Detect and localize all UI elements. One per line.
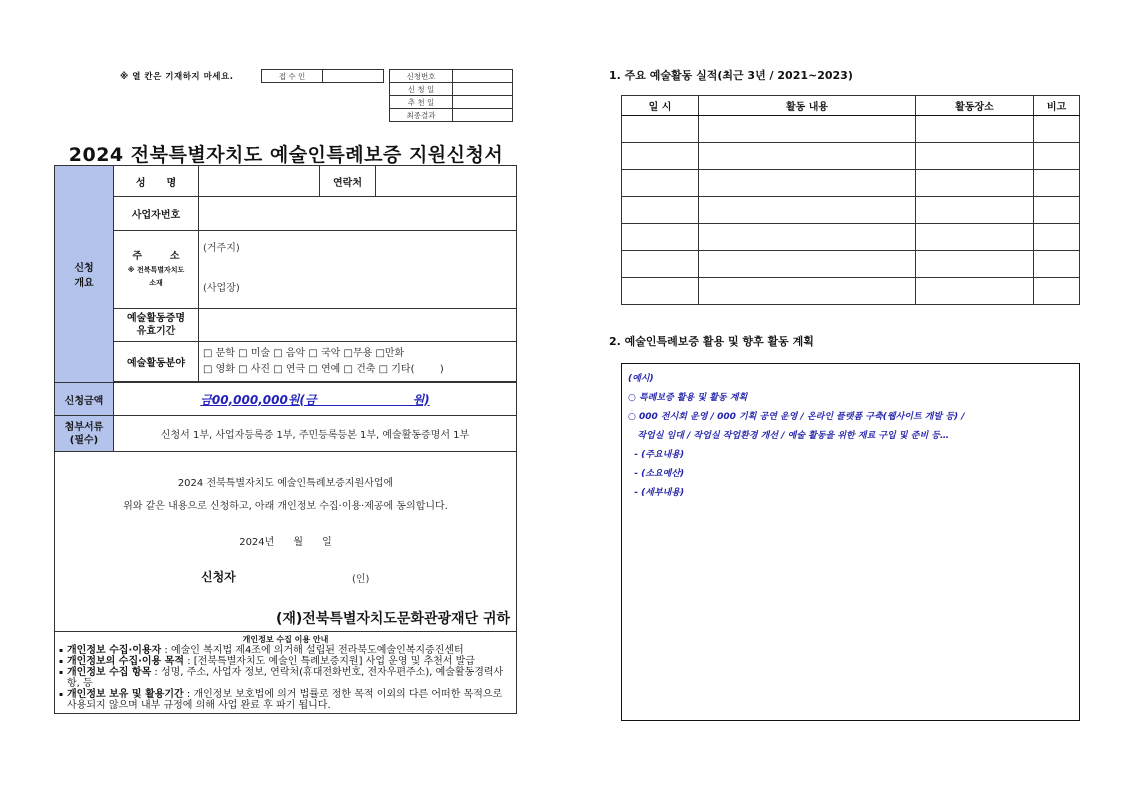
attachments-value: 신청서 1부, 사업자등록증 1부, 주민등록등본 1부, 예술활동증명서 1부	[114, 416, 517, 452]
table-row	[622, 278, 1080, 305]
plan-line: ○ 특례보증 활용 및 활동 계획	[628, 393, 748, 403]
table-row	[622, 116, 1080, 143]
address-note: ※ 전북특별자치도 소재	[127, 266, 185, 287]
table-row	[622, 197, 1080, 224]
plan-heading: 2. 예술인특례보증 활용 및 향후 활동 계획	[609, 335, 814, 348]
final-result-label: 최종결과	[390, 109, 453, 122]
plan-line: - (주요내용)	[628, 450, 685, 460]
receiver-label: 접 수 인	[262, 70, 323, 83]
privacy-item: ▪ 개인정보 수집·이용자 : 예술인 복지법 제4조에 의거해 설립된 전라북도예술인복지증진센터	[59, 645, 512, 656]
privacy-item: ▪ 개인정보 수집 항목 : 성명, 주소, 사업자 정보, 연락처(휴대전화번호, 전자우편주소), 예술활동경력사항, 등	[59, 667, 512, 689]
column-note: 비고	[1034, 96, 1080, 116]
table-row	[622, 170, 1080, 197]
recipient-line: (재)전북특별자치도문화관광재단 귀하	[275, 611, 510, 627]
plan-textarea[interactable]	[621, 363, 1080, 721]
plan-line: - (소요예산)	[628, 469, 685, 479]
recommend-date-label: 추 천 일	[390, 96, 453, 109]
privacy-item: ▪ 개인정보 보유 및 활용기간 : 개인정보 보호법에 의거 법률로 정한 목적 이외의 다른 어떠한 목적으로 사용되지 않으며 내부 규정에 의해 사업 완료 후 파기 됩니다.	[59, 689, 512, 711]
column-venue: 활동장소	[916, 96, 1034, 116]
name-label: 성 명	[114, 166, 199, 197]
privacy-item: ▪ 개인정보의 수집·이용 목적 : [전북특별자치도 예술인 특례보증지원] 사업 운영 및 추천서 발급	[59, 656, 512, 667]
final-result-field[interactable]	[453, 109, 513, 122]
table-row	[622, 143, 1080, 170]
declaration-line-1: 2024 전북특별자치도 예술인특례보증지원사업에	[177, 478, 394, 489]
address-home-label: (거주지)	[203, 243, 240, 254]
art-field-options[interactable]	[199, 342, 517, 382]
address-field[interactable]	[199, 231, 517, 309]
amount-label: 신청금액	[55, 383, 114, 416]
seal-mark[interactable]: (인)	[352, 574, 370, 585]
column-activity: 활동 내용	[699, 96, 916, 116]
certificate-validity-label: 예술활동증명 유효기간	[114, 309, 199, 342]
application-date-label: 신 청 일	[390, 83, 453, 96]
address-label: 주 소	[132, 251, 180, 262]
plan-line: ○ 000 전시회 운영 / 000 기획 공연 운영 / 온라인 플랫폼 구축(웹사이트 개발 등) /	[628, 412, 965, 422]
records-heading: 1. 주요 예술활동 실적(최근 3년 / 2021~2023)	[609, 69, 853, 82]
declaration-line-2: 위와 같은 내용으로 신청하고, 아래 개인정보 수집·이용·제공에 동의합니다.	[123, 501, 448, 512]
name-field[interactable]	[199, 166, 320, 197]
art-field-options-row-1[interactable]: □ 문학 □ 미술 □ 음악 □ 국악 □무용 □만화	[203, 347, 405, 359]
contact-label: 연락처	[320, 166, 376, 197]
business-number-field[interactable]	[199, 197, 517, 231]
application-form	[54, 165, 517, 714]
page-title: 2024 전북특별자치도 예술인특례보증 지원신청서	[68, 144, 504, 166]
table-row	[622, 224, 1080, 251]
plan-line: 작업실 임대 / 작업실 작업환경 개선 / 예술 활동을 위한 재료 구입 및 준비 등…	[628, 431, 949, 441]
art-field-options-row-2[interactable]: □ 영화 □ 사진 □ 연극 □ 연예 □ 건축 □ 기타( )	[203, 363, 444, 375]
overview-section-label: 신청 개요	[55, 166, 114, 383]
table-row	[622, 251, 1080, 278]
business-number-label: 사업자번호	[114, 197, 199, 231]
column-date: 일 시	[622, 96, 699, 116]
applicant-label: 신청자	[201, 570, 236, 584]
activity-records-table	[621, 95, 1080, 305]
plan-line: - (세부내용)	[628, 488, 685, 498]
application-number-label: 신청번호	[390, 70, 453, 83]
address-business-label: (사업장)	[203, 283, 240, 294]
recommend-date-field[interactable]	[453, 96, 513, 109]
contact-field[interactable]	[376, 166, 517, 197]
certificate-validity-field[interactable]	[199, 309, 517, 342]
receiver-field[interactable]	[323, 70, 384, 83]
privacy-notice	[55, 632, 517, 714]
do-not-fill-notice: ※ 열 칸은 기재하지 마세요.	[120, 72, 234, 82]
declaration-date[interactable]: 2024년 월 일	[239, 537, 332, 548]
application-date-field[interactable]	[453, 83, 513, 96]
privacy-title: 개인정보 수집 이용 안내	[242, 635, 329, 644]
amount-value[interactable]: 금00,000,000원(금 원)	[200, 392, 430, 407]
application-number-field[interactable]	[453, 70, 513, 83]
declaration-block	[55, 452, 517, 632]
receipt-table	[261, 69, 513, 122]
art-field-label: 예술활동분야	[114, 342, 199, 382]
plan-line: (예시)	[628, 374, 654, 384]
attachments-label: 첨부서류 (필수)	[55, 416, 114, 452]
